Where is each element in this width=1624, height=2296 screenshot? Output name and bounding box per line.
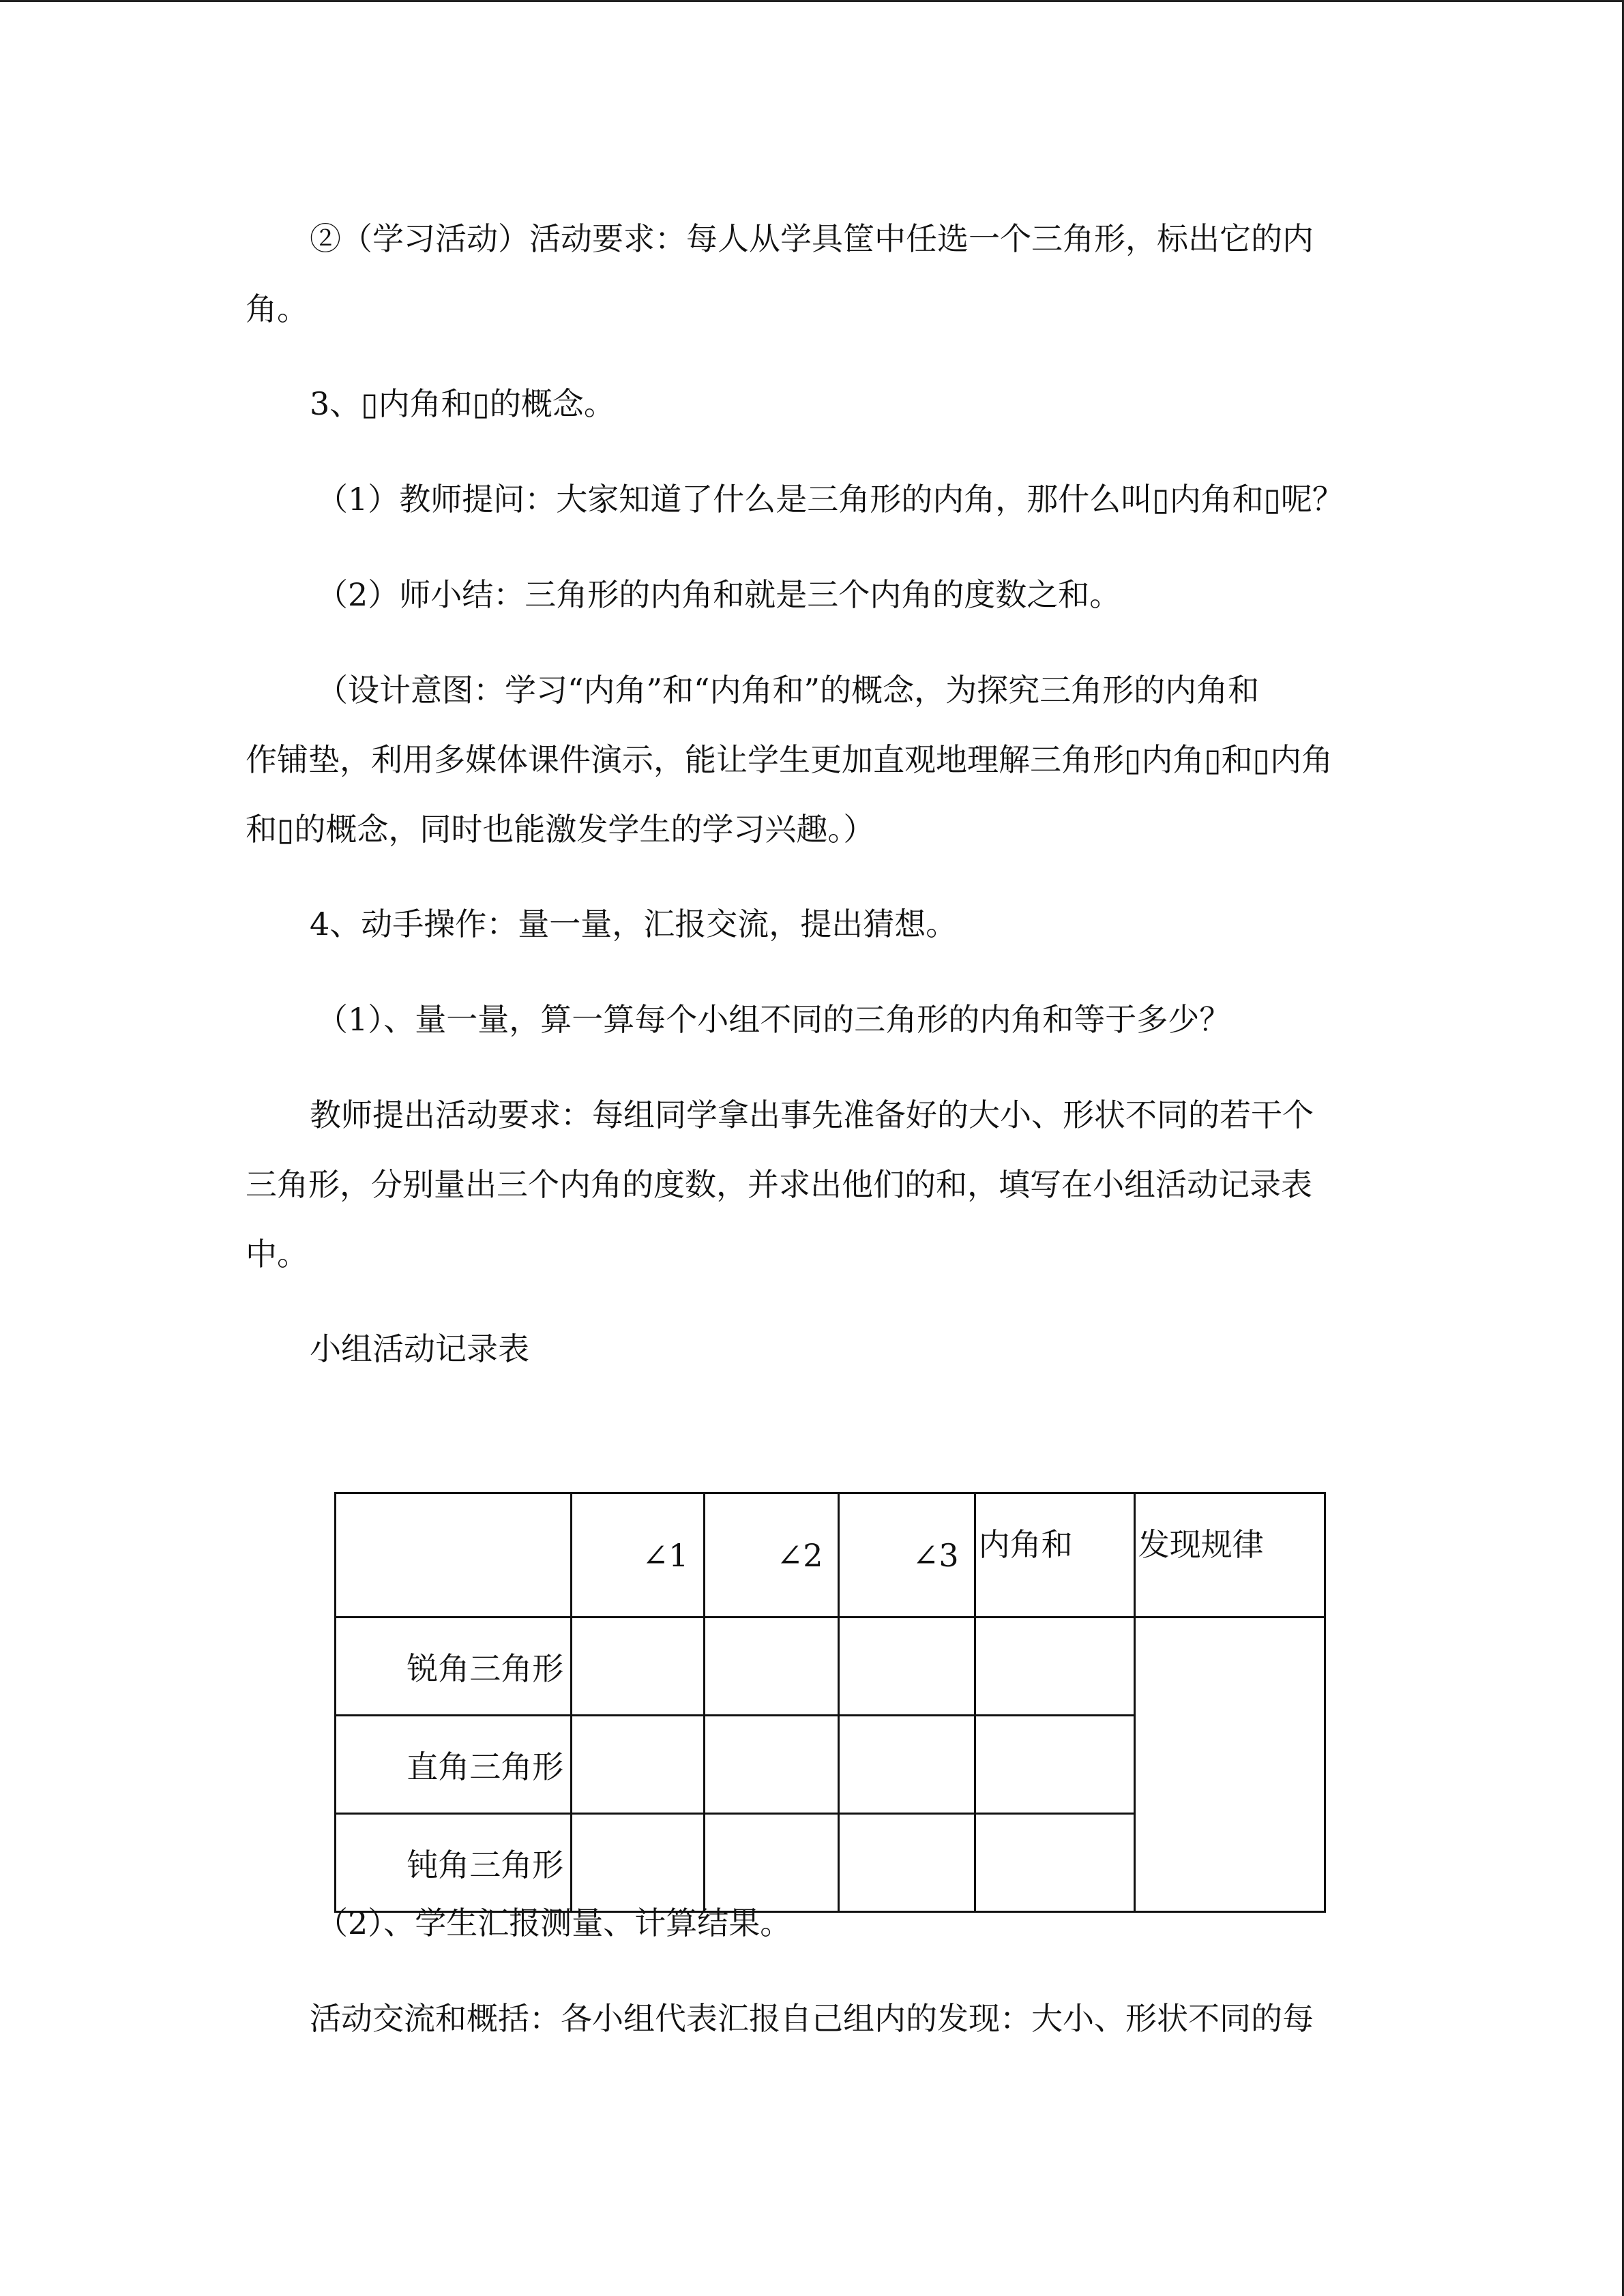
paragraph-design-intent-cont-2: 和▯的概念，同时也能激发学生的学习兴趣。） [246, 811, 875, 848]
paragraph-teacher-requirement: 教师提出活动要求：每组同学拿出事先准备好的大小、形状不同的若干个 [310, 1097, 1314, 1133]
row-label-right-triangle: 直角三角形 [336, 1716, 572, 1814]
table-cell-rule-merged [1134, 1617, 1325, 1912]
row-label-acute-triangle: 锐角三角形 [336, 1617, 572, 1716]
table-header-angle-3: ∠3 [839, 1493, 975, 1617]
paragraph-teacher-requirement-cont-2: 中。 [246, 1236, 308, 1272]
paragraph-student-report: （2）、学生汇报测量、计算结果。 [316, 1905, 792, 1941]
table-cell [705, 1617, 839, 1716]
table-cell [705, 1716, 839, 1814]
paragraph-activity-exchange: 活动交流和概括：各小组代表汇报自己组内的发现：大小、形状不同的每 [310, 2000, 1314, 2037]
table-header-row [336, 1493, 1325, 1617]
heading-angle-sum-concept: 3、▯内角和▯的概念。 [310, 385, 615, 422]
paragraph-design-intent: （设计意图：学习“内角”和“内角和”的概念，为探究三角形的内角和 [316, 672, 1260, 709]
paragraph-teacher-summary: （2）师小结：三角形的内角和就是三个内角的度数之和。 [316, 576, 1121, 613]
page-top-border [0, 0, 1624, 2]
paragraph-measure-calculate: （1）、量一量，算一算每个小组不同的三角形的内角和等于多少？ [316, 1001, 1231, 1038]
table-header-angle-2: ∠2 [705, 1493, 839, 1617]
table-header-angle-1: ∠1 [572, 1493, 705, 1617]
table-cell [839, 1617, 975, 1716]
group-activity-record-table [334, 1492, 1326, 1913]
table-cell [572, 1716, 705, 1814]
table-cell [975, 1617, 1134, 1716]
paragraph-teacher-requirement-cont-1: 三角形，分别量出三个内角的度数，并求出他们的和，填写在小组活动记录表 [246, 1166, 1312, 1203]
table-cell [572, 1617, 705, 1716]
table-header-angle-sum: 内角和 [975, 1493, 1134, 1617]
table-header-corner-cell [336, 1493, 572, 1617]
table-header-discovered-rule: 发现规律 [1134, 1493, 1325, 1617]
table-caption: 小组活动记录表 [310, 1330, 529, 1367]
heading-hands-on-operation: 4、动手操作：量一量，汇报交流，提出猜想。 [310, 906, 958, 942]
table-cell [975, 1716, 1134, 1814]
paragraph-activity-requirement: ②（学习活动）活动要求：每人从学具筐中任选一个三角形，标出它的内 [310, 220, 1314, 257]
paragraph-design-intent-cont-1: 作铺垫，利用多媒体课件演示，能让学生更加直观地理解三角形▯内角▯和▯内角 [246, 741, 1333, 778]
table-cell [839, 1716, 975, 1814]
paragraph-activity-requirement-cont: 角。 [246, 290, 308, 327]
paragraph-teacher-question: （1）教师提问：大家知道了什么是三角形的内角，那什么叫▯内角和▯呢？ [316, 481, 1344, 518]
row-label-obtuse-triangle: 钝角三角形 [336, 1814, 572, 1912]
table-row [336, 1617, 1325, 1716]
